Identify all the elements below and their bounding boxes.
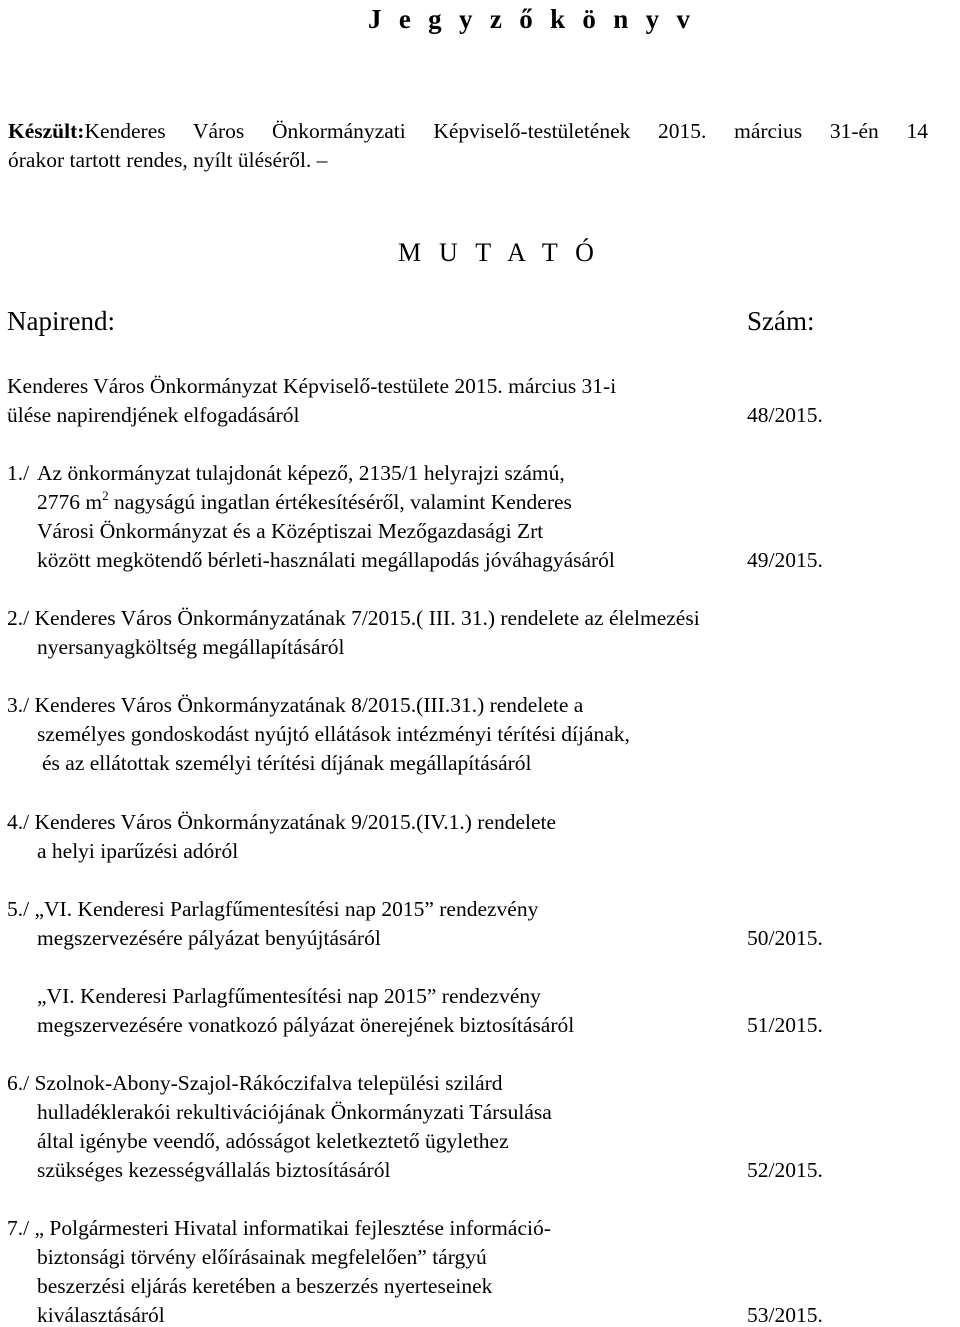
item2-line-2: nyersanyagköltség megállapításáról — [37, 635, 345, 659]
item0-line-2: ülése napirendjének elfogadásáról — [7, 403, 300, 427]
item7-number: 53/2015. — [747, 1303, 823, 1327]
item5-line-1: 5./ „VI. Kenderesi Parlagfűmentesítési nap 2015” rendezvény — [7, 897, 539, 921]
item2-line-1: 2./ Kenderes Város Önkormányzatának 7/2015.( III. 31.) rendelete az élelmezési — [7, 606, 700, 630]
item1-line-2-rest: nagyságú ingatlan értékesítéséről, valamint Kenderes — [108, 490, 572, 514]
mutato-heading: M U T A T Ó — [398, 238, 600, 267]
item1-line-4: között megkötendő bérleti-használati megállapodás jóváhagyásáról — [37, 548, 615, 572]
item0-line-1: Kenderes Város Önkormányzat Képviselő-testülete 2015. március 31-i — [7, 374, 617, 398]
item5-line-2: megszervezésére pályázat benyújtásáról — [37, 926, 381, 950]
item5-line-4: megszervezésére vonatkozó pályázat önerejének biztosításáról — [37, 1013, 575, 1037]
item6-line-3: által igénybe veendő, adósságot keletkeztető ügylethez — [37, 1129, 509, 1153]
item4-line-1: 4./ Kenderes Város Önkormányzatának 9/2015.(IV.1.) rendelete — [7, 810, 557, 834]
intro-line-2: órakor tartott rendes, nyílt üléséről. – — [8, 148, 328, 172]
item3-line-3: és az ellátottak személyi térítési díjának megállapításáról — [42, 751, 532, 775]
document-title: J e g y z ő k ö n y v — [368, 4, 696, 34]
item3-line-1: 3./ Kenderes Város Önkormányzatának 8/2015.(III.31.) rendelete a — [7, 693, 584, 717]
item6-line-2: hulladéklerakói rekultivációjának Önkormányzati Társulása — [37, 1100, 552, 1124]
item6-line-4: szükséges kezességvállalás biztosításáról — [37, 1158, 391, 1182]
item7-line-4: kiválasztásáról — [37, 1303, 165, 1327]
item1-line-3: Városi Önkormányzat és a Középtiszai Mezőgazdasági Zrt — [37, 519, 544, 543]
item1-area-superscript: 2 — [102, 488, 109, 503]
item0-number: 48/2015. — [747, 403, 823, 427]
intro-text: Kenderes Város Önkormányzati Képviselő-testületének 2015. március 31-én 14 — [84, 119, 928, 143]
item5-line-3: „VI. Kenderesi Parlagfűmentesítési nap 2015” rendezvény — [37, 984, 541, 1008]
item5-number-2: 51/2015. — [747, 1013, 823, 1037]
intro-line-1 — [8, 121, 928, 143]
item1-line-1: Az önkormányzat tulajdonát képező, 2135/1 helyrajzi számú, — [37, 461, 565, 485]
item4-line-2: a helyi iparűzési adóról — [37, 839, 239, 863]
item1-area-value: 2776 m — [37, 490, 103, 514]
item6-line-1: 6./ Szolnok-Abony-Szajol-Rákóczifalva települési szilárd — [7, 1071, 503, 1095]
item7-line-2: biztonsági törvény előírásainak megfelelően” tárgyú — [37, 1245, 487, 1269]
item1-number: 49/2015. — [747, 548, 823, 572]
item7-line-3: beszerzési eljárás keretében a beszerzés nyerteseinek — [37, 1274, 493, 1298]
item5-number-1: 50/2015. — [747, 926, 823, 950]
item6-number: 52/2015. — [747, 1158, 823, 1182]
szam-header: Szám: — [747, 306, 815, 336]
item1-prefix: 1./ — [7, 461, 30, 485]
napirend-header: Napirend: — [7, 306, 115, 336]
item3-line-2: személyes gondoskodást nyújtó ellátások intézményi térítési díjának, — [37, 722, 630, 746]
item1-line-2 — [37, 488, 572, 514]
item7-line-1: 7./ „ Polgármesteri Hivatal informatikai fejlesztése információ- — [7, 1216, 551, 1240]
intro-label: Készült: — [8, 119, 85, 143]
